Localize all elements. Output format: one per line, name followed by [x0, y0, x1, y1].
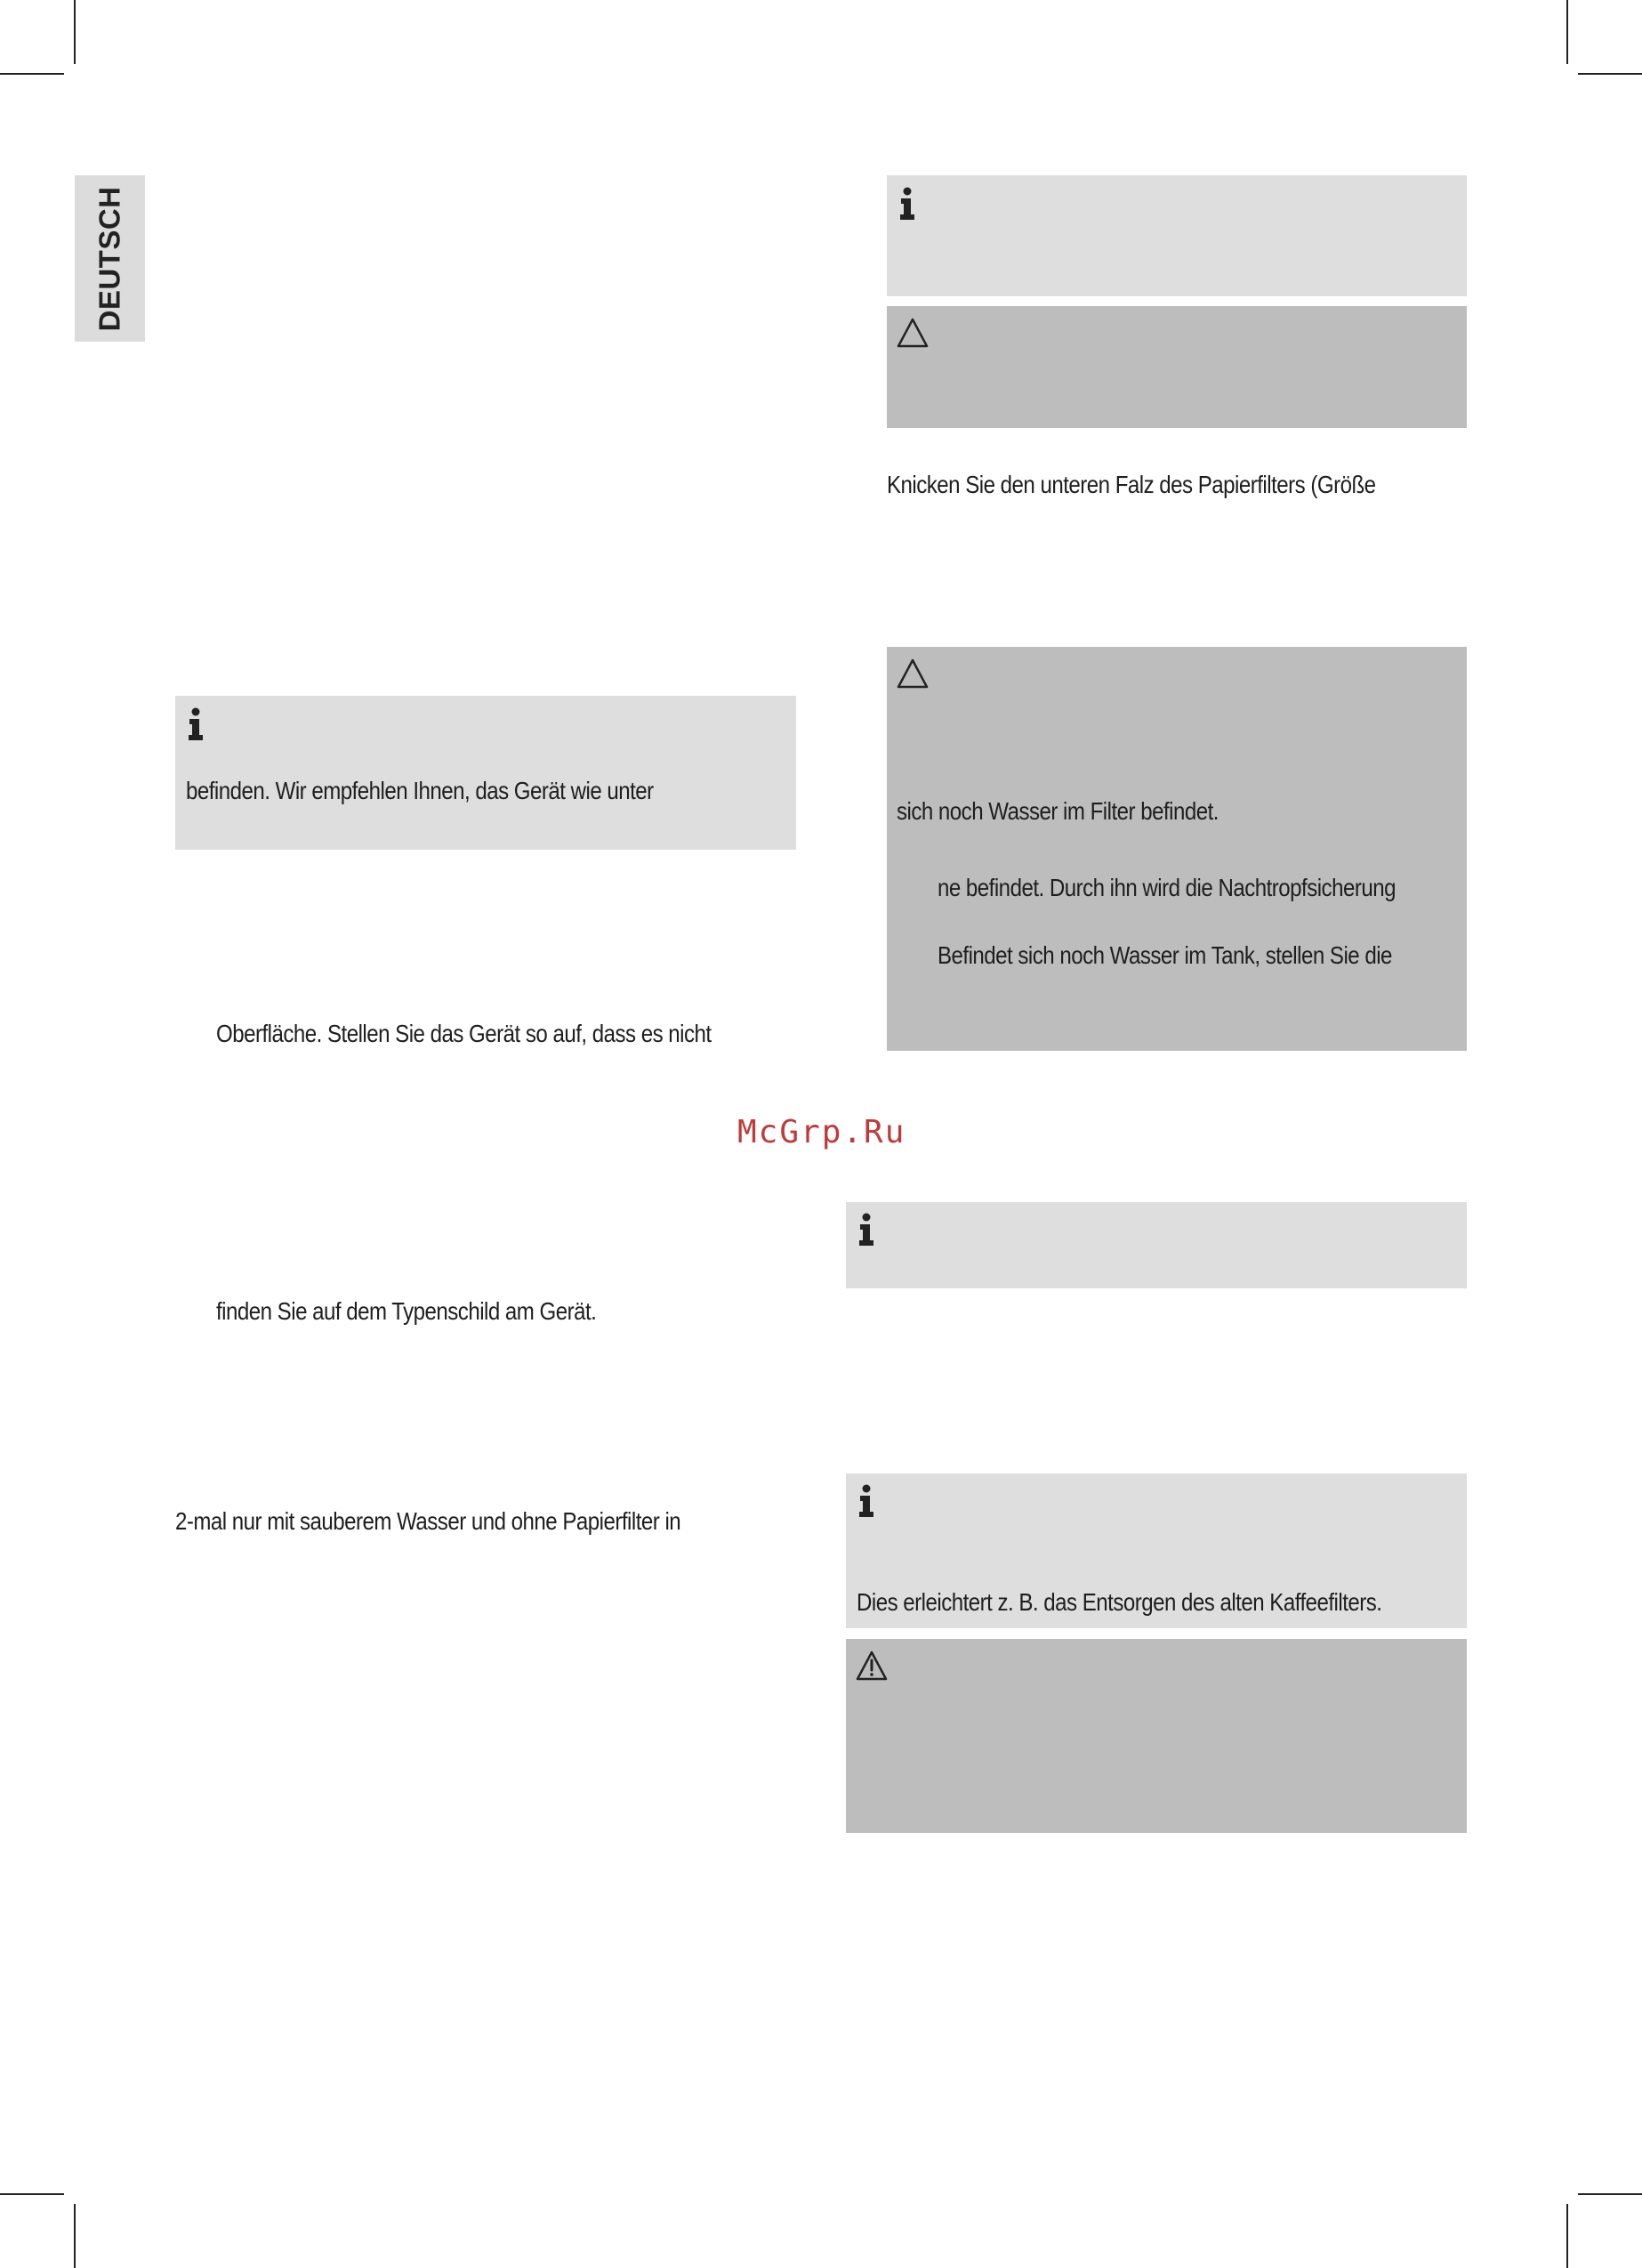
crop-mark-top-left-vertical	[74, 0, 76, 64]
info-icon	[897, 187, 917, 221]
crop-mark-bottom-right-vertical	[1566, 2204, 1568, 2268]
text-fold-filter: Knicken Sie den unteren Falz des Papierfilters (Größe	[887, 471, 1376, 498]
warning-text-line: Befindet sich noch Wasser im Tank, stellen Sie die	[938, 941, 1392, 969]
info-box-right-top	[887, 175, 1467, 296]
crop-mark-top-right-vertical	[1566, 0, 1568, 64]
text-surface: Oberfläche. Stellen Sie das Gerät so auf, dass es nicht	[216, 1020, 712, 1047]
warning-box-right-top	[887, 306, 1467, 428]
crop-mark-bottom-left-vertical	[74, 2204, 76, 2268]
watermark: McGrp.Ru	[737, 1114, 906, 1150]
warning-exclamation-icon	[855, 1650, 889, 1682]
warning-box-right-bottom	[846, 1639, 1467, 1833]
language-tab	[75, 175, 145, 342]
info-icon	[857, 1484, 876, 1518]
warning-triangle-icon	[896, 317, 930, 349]
info-box-left	[175, 696, 796, 850]
info-box-right-lower	[846, 1202, 1467, 1288]
info-box-disposal-text: Dies erleichtert z. B. das Entsorgen des alten Kaffeefilters.	[857, 1588, 1382, 1616]
info-icon	[186, 707, 205, 741]
warning-text-line: ne befindet. Durch ihn wird die Nachtropfsicherung	[938, 874, 1396, 901]
language-tab-label: DEUTSCH	[93, 185, 126, 332]
info-box-right-bottom	[846, 1473, 1467, 1628]
info-icon	[857, 1213, 876, 1247]
info-box-left-text: befinden. Wir empfehlen Ihnen, das Gerät wie unter	[186, 777, 654, 804]
crop-mark-bottom-right-horizontal	[1578, 2193, 1642, 2195]
warning-triangle-icon	[896, 658, 930, 690]
warning-box-right-middle	[887, 647, 1467, 1051]
warning-text-line: sich noch Wasser im Filter befindet.	[897, 797, 1219, 825]
crop-mark-top-left-horizontal	[0, 73, 64, 75]
crop-mark-top-right-horizontal	[1578, 73, 1642, 75]
crop-mark-bottom-left-horizontal	[0, 2193, 64, 2195]
text-rinse: 2-mal nur mit sauberem Wasser und ohne Papierfilter in	[175, 1507, 681, 1535]
text-typeplate: finden Sie auf dem Typenschild am Gerät.	[216, 1297, 597, 1325]
